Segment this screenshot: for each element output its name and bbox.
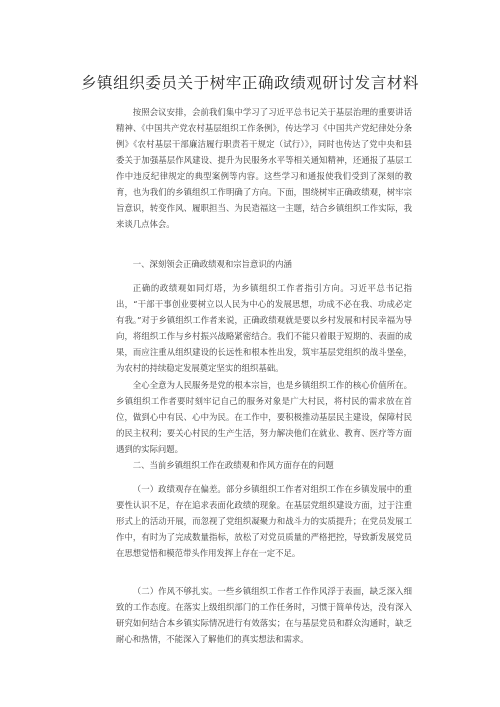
section-heading-2: 二、当前乡镇组织工作在政绩观和作风方面存在的问题 xyxy=(132,460,334,470)
intro-paragraph: 按照会议安排，会前我们集中学习了习近平总书记关于基层治理的重要讲话精神、《中国共产党农村基层组织工作条例》，传达学习《中国共产党纪律处分条例》《农村基层干部廉洁履行职责若干规定（试行）》，同时也传达了党中央和县委关于加强基层作风建设、提升为民服务水平等相关通知精神，还通报了基层工作中违反纪律规定的典型案例等内容。这些学习和通报使我们受到了深刻的教育，也为我们的乡镇组织工作明确了方向。下面，围绕树牢正确政绩观，树牢宗旨意识，转变作风、履职担当、为民造福这一主题，结合乡镇组织工作实际，我来谈几点体会。 xyxy=(116,107,412,229)
section-2-paragraph-2: （二）作风不够扎实。一些乡镇组织工作者工作作风浮于表面，缺乏深入细致的工作态度。在落实上级组织部门的工作任务时，习惯于简单传达，没有深入研究如何结合本乡镇实际情况进行有效落实；在与基层党员和群众沟通时，缺乏耐心和热情，不能深入了解他们的真实想法和需求。 xyxy=(116,586,412,644)
section-2-paragraph-1: （一）政绩观存在偏差。部分乡镇组织工作者对组织工作在乡镇发展中的重要性认识不足，存在追求表面化政绩的现象。在基层党组织建设方面，过于注重形式上的活动开展，而忽视了党组织凝聚力和战斗力的实质提升；在党员发展工作中，有时为了完成数量指标，放松了对党员质量的严格把控，导致新发展党员在思想觉悟和模范带头作用发挥上存在一定不足。 xyxy=(116,484,412,558)
document-title: 乡镇组织委员关于树牢正确政绩观研讨发言材料 xyxy=(80,74,420,92)
section-1-paragraph-1: 正确的政绩观如同灯塔，为乡镇组织工作者指引方向。习近平总书记指出，“干部干事创业要树立以人民为中心的发展思想，功成不必在我、功成必定有我。”对于乡镇组织工作者来说，正确政绩观就是要以乡村发展和村民幸福为导向，将组织工作与乡村振兴战略紧密结合。我们不能只着眼于短期的、表面的成果，而应注重从组织建设的长远性和根本性出发，筑牢基层党组织的战斗堡垒，为农村的持续稳定发展奠定坚实的组织基础。 xyxy=(116,283,412,373)
section-heading-1: 一、深刻领会正确政绩观和宗旨意识的内涵 xyxy=(132,259,292,269)
section-1-paragraph-2: 全心全意为人民服务是党的根本宗旨，也是乡镇组织工作的核心价值所在。乡镇组织工作者要时刻牢记自己的服务对象是广大村民，将村民的需求放在首位，做到心中有民、心中为民。在工作中，要积极推动基层民主建设，保障村民的民主权利；要关心村民的生产生活，努力解决他们在就业、教育、医疗等方面遇到的实际问题。 xyxy=(116,380,412,454)
